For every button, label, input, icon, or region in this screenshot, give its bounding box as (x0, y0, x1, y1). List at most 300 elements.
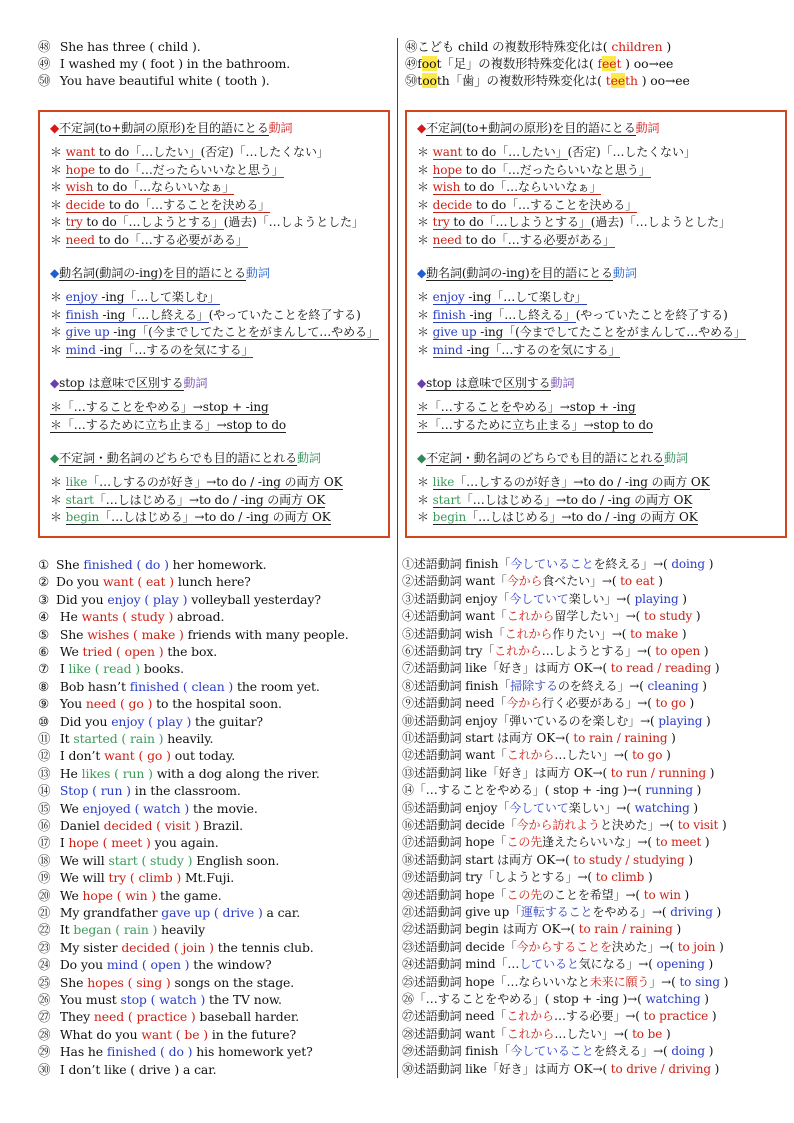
answer-lead: 述語動詞 want「 (413, 609, 507, 624)
rule-extra: (否定)「…したくない」 (567, 145, 696, 159)
infinitive-item (417, 197, 637, 214)
exercise-answer (402, 956, 713, 973)
answer-tail: ) (644, 870, 653, 885)
exercise-answer (402, 1026, 671, 1043)
answer-hint: 今から (506, 574, 543, 589)
answer-value: children (611, 39, 663, 54)
box-heading (417, 375, 574, 392)
blank-word: drive (138, 1061, 171, 1077)
both-item (50, 509, 331, 526)
blank-open: ( (124, 1009, 137, 1025)
rule-extra: (否定)「…したくない」 (200, 145, 329, 159)
plural-question (38, 72, 270, 89)
verb: enjoy (432, 290, 465, 304)
infinitive-item (50, 197, 270, 214)
rule-text (66, 215, 224, 230)
exercise-answer (402, 695, 694, 712)
answer-lead: 述語動詞 want「 (413, 1026, 507, 1041)
blank-open: ( (112, 887, 126, 903)
question-verb: want (141, 1026, 172, 1042)
exercise-answer (402, 643, 708, 660)
answer-lead: 述語動詞 finish「 (413, 678, 511, 693)
rule-text (66, 145, 201, 160)
verb: need (432, 232, 462, 247)
answer-tail: ) (689, 800, 699, 815)
heading-verb: 動詞 (297, 451, 321, 465)
answer-lead: 述語動詞 like「好き」は両方 OK→( (413, 1061, 611, 1076)
question-number: ㉕ (38, 974, 51, 990)
question-verb: mind (106, 957, 139, 973)
rule: -ing「(今までしてたことをがまんして…やめる」 (109, 325, 379, 339)
blank-open: ( (129, 626, 142, 642)
blank-word: practice (136, 1009, 188, 1025)
answer-mid: を終える」→( (593, 557, 672, 571)
rule: to do「…しようとする」 (82, 215, 224, 229)
rule-extra: (過去)「…しようとした」 (590, 215, 731, 229)
exercise-question (38, 921, 205, 938)
question-post: books. (140, 661, 184, 677)
rule-text (433, 290, 587, 305)
answer-hint: これから (506, 609, 555, 624)
answer-tail: ) (701, 835, 710, 850)
question-post: to the hospital soon. (152, 696, 282, 712)
blank-close: ) (172, 870, 182, 886)
question-number: ⑱ (38, 852, 51, 868)
exercise-question (38, 974, 294, 991)
question-number: ㉚ (38, 1061, 51, 1077)
exercise-answer (402, 573, 663, 590)
answer-tail: ) (712, 905, 722, 919)
verb: try (65, 215, 83, 229)
blank-word: play (156, 713, 183, 729)
blank-close: ) (147, 887, 157, 903)
question-verb: want (103, 574, 134, 590)
rule-text (66, 308, 209, 323)
verb: wish (432, 180, 461, 194)
question-post: the window? (189, 957, 272, 973)
question-pre: He (56, 609, 82, 625)
exercise-question (38, 765, 320, 782)
answer-value: th (625, 73, 638, 88)
answer-number: ㉗ (402, 1009, 414, 1024)
bullet: ＊ (417, 290, 433, 304)
bullet: ＊ (417, 492, 433, 507)
rule-text (433, 180, 602, 195)
rule: to do「…したい」 (462, 145, 568, 159)
question-pre: We (56, 644, 83, 659)
question-pre: Did you (56, 591, 108, 607)
blank-word: read (103, 661, 132, 677)
exercise-question (38, 1026, 296, 1043)
verb: hope (432, 162, 462, 177)
answer-text: こども child の複数形特殊変化は( (417, 39, 612, 54)
blank-open: ( (110, 765, 123, 781)
bullet: ＊ (50, 197, 66, 212)
answer-lead: 述語動詞 enjoy「弾いているのを楽しむ」→( (413, 713, 659, 728)
blank-open: ( (116, 696, 129, 712)
question-post: a car. (262, 905, 301, 920)
both-item (417, 474, 710, 491)
blank-close: ) (183, 1044, 193, 1060)
blank-open: ( (179, 678, 192, 694)
question-post: volleyball yesterday? (187, 591, 321, 607)
diamond-icon: ◆ (50, 266, 60, 280)
answer-hint: していると (519, 957, 579, 972)
question-number: ㉖ (38, 992, 51, 1007)
question-number: ㊾ (38, 56, 51, 71)
answer-mid: と決めた」→( (599, 818, 678, 832)
question-text: You have beautiful white ( tooth ). (56, 73, 270, 88)
verb: enjoy (65, 290, 98, 304)
question-verb: need (93, 1009, 125, 1025)
exercise-answer (402, 1061, 719, 1078)
answer-lead: 述語動詞 try「しようとする」→( (413, 870, 596, 885)
bullet: ＊ (50, 325, 66, 339)
exercise-answer (402, 747, 671, 764)
bullet: ＊ (50, 232, 66, 247)
rule: to do「…したい」 (95, 145, 201, 159)
box-heading (50, 450, 321, 467)
question-pre: She (56, 974, 88, 990)
answer-number: ⑤ (402, 626, 414, 641)
question-pre: Do you (56, 574, 104, 590)
blank-close: ) (205, 939, 214, 955)
bullet: ＊ (50, 475, 66, 489)
exercise-question (38, 747, 235, 764)
answer-text: t「足」の複数形特殊変化は( (436, 56, 598, 71)
answer-tail: ) (684, 852, 693, 867)
exercise-answer (402, 1008, 716, 1025)
bullet: ＊ (417, 180, 433, 194)
question-verb: enjoy (107, 591, 141, 607)
question-number: ㉓ (38, 939, 51, 955)
gerund-item (50, 307, 361, 324)
exercise-question (38, 695, 282, 712)
exercise-question (38, 730, 213, 747)
answer-number: ⑯ (402, 818, 414, 832)
rule-text (66, 180, 235, 195)
blank-close: ) (180, 957, 190, 973)
question-number: ㊿ (38, 73, 51, 88)
question-number: ㉔ (38, 957, 51, 973)
question-pre: We will (56, 852, 109, 868)
heading-text: 不定詞(to+動詞の原形)を目的語にとる (426, 121, 636, 135)
question-verb: wants (81, 609, 119, 625)
verb: begin (432, 510, 467, 524)
verb: wish (65, 180, 94, 194)
exercise-question (38, 556, 267, 573)
blank-word: win (125, 887, 148, 903)
blank-open: ( (90, 661, 104, 677)
exercise-question (38, 660, 184, 677)
answer-value: to meet (655, 835, 702, 850)
blank-close: ) (144, 765, 153, 781)
answer-number: ⑱ (402, 852, 414, 867)
answer-number: ⑪ (402, 731, 414, 745)
question-number: ⑲ (38, 870, 51, 886)
answer-hint: これから (506, 1009, 554, 1024)
gerund-item (417, 307, 728, 324)
question-post: English soon. (192, 852, 280, 868)
answer-hint: 未来に願う (589, 974, 650, 989)
answer-tail: ) (692, 783, 702, 798)
blank-close: ) (142, 835, 151, 851)
question-pre: It (56, 731, 74, 746)
blank-open: ( (118, 609, 131, 625)
question-post: out today. (170, 748, 236, 764)
question-verb: gave up (161, 905, 211, 920)
blank-open: ( (117, 731, 130, 746)
diamond-icon: ◆ (417, 451, 427, 465)
bullet: ＊ (50, 307, 66, 322)
question-number: ② (38, 574, 50, 590)
blank-word: watch (159, 992, 197, 1007)
rule-text (66, 233, 248, 248)
answer-lead: 述語動詞 hope「 (413, 835, 507, 850)
exercise-answer (402, 678, 707, 695)
question-pre: We (56, 887, 83, 903)
answer-hint: 運転すること (521, 905, 593, 919)
question-number: ㉒ (38, 922, 51, 938)
diamond-icon: ◆ (417, 266, 427, 280)
blank-open: ( (133, 574, 146, 590)
question-verb: likes (81, 765, 111, 781)
rule-text (433, 215, 591, 230)
question-number: ⑮ (38, 800, 51, 816)
blank-open: ( (210, 905, 223, 920)
answer-value: to go (655, 696, 686, 711)
verb: want (432, 145, 463, 159)
answer-tail: ) (705, 1044, 714, 1059)
answer-number: ⑧ (402, 678, 414, 693)
answer-tail: ) (718, 818, 727, 832)
answer-value: cleaning (647, 678, 699, 693)
answer-value: to rain / raining (573, 731, 668, 745)
answer-lead: 述語動詞 hope「…ならいいなと (413, 974, 590, 989)
plural-answer (405, 55, 673, 72)
blank-open: ( (88, 783, 101, 799)
question-verb: finished (106, 1044, 157, 1060)
answer-mid: 決めた」→( (611, 939, 678, 954)
bullet: ＊ (50, 145, 66, 159)
blank-word: do (168, 1044, 184, 1060)
answer-mid: のを終える」→( (557, 678, 648, 693)
rule: to do「…ならいいなぁ」 (460, 180, 602, 194)
answer-tail: ) (662, 39, 672, 54)
rule: to do「…する必要がある」 (461, 232, 615, 247)
gerund-item (417, 342, 620, 359)
both-item (417, 492, 692, 509)
rule: 「…しするのが好き」→to do / -ing の両方 OK (87, 475, 343, 489)
question-text: She has three ( child ). (56, 39, 201, 54)
answer-number: ⑩ (402, 713, 414, 728)
question-pre: You must (56, 992, 121, 1007)
exercise-answer (402, 921, 681, 938)
answer-tail: ) (685, 696, 695, 711)
rule: to do「…することを決める」 (105, 197, 271, 212)
answer-tail: ) (672, 922, 682, 937)
answer-value: to sing (679, 974, 721, 989)
both-item (50, 474, 343, 491)
answer-number: ㉑ (402, 905, 414, 919)
exercise-question (38, 852, 279, 869)
rule: -ing「…して楽しむ」 (97, 290, 220, 304)
question-number: ③ (38, 591, 50, 607)
answer-tail: ) (654, 574, 663, 589)
rule-text (66, 325, 379, 340)
answer-value: playing (634, 591, 679, 606)
gerund-item (417, 289, 587, 306)
answer-hint: 今していること (510, 1044, 594, 1059)
question-post: with a dog along the river. (152, 765, 320, 781)
answer-value: f (597, 56, 602, 71)
answer-lead: 述語動詞 start は両方 OK→( (413, 731, 574, 745)
question-post: her homework. (168, 557, 267, 572)
question-number: ⑦ (38, 661, 50, 677)
answer-number: ㉖ (402, 992, 414, 1006)
blank-word: study (150, 852, 184, 868)
blank-open: ( (137, 852, 151, 868)
answer-lead: 「…することをやめる」( stop + -ing )→( (413, 992, 646, 1006)
rule: to do「…することを決める」 (472, 197, 638, 212)
answer-number: ㉒ (402, 922, 414, 937)
question-verb: want (104, 748, 135, 764)
exercise-question (38, 887, 222, 904)
exercise-question (38, 904, 300, 921)
answer-mid: のことを希望」→( (542, 887, 644, 902)
gerund-item (50, 324, 379, 341)
rule-extra: (過去)「…しようとした」 (223, 215, 364, 229)
blank-close: ) (131, 661, 141, 677)
blank-open: ( (123, 974, 137, 990)
exercise-answer (402, 556, 713, 573)
question-pre: Do you (56, 957, 107, 973)
question-pre: He (56, 765, 82, 781)
rule-text (433, 510, 698, 525)
question-verb: wishes (87, 626, 130, 642)
answer-value: watching (645, 992, 701, 1006)
blank-word: sing (136, 974, 163, 990)
question-post: in the classroom. (130, 783, 241, 799)
both-item (417, 509, 698, 526)
question-pre: I (56, 835, 69, 851)
rule-extra: (やっていたことを終了する) (575, 307, 728, 322)
answer-value: to drive / driving (610, 1061, 711, 1076)
question-verb: hopes (87, 974, 124, 990)
rule-text (433, 145, 568, 160)
blank-close: ) (190, 818, 200, 833)
blank-close: ) (187, 1009, 196, 1025)
bullet: ＊ (417, 325, 433, 339)
question-post: Mt.Fuji. (181, 870, 235, 886)
rule-text (433, 475, 710, 490)
verb: give up (432, 325, 477, 339)
exercise-answer (402, 730, 676, 747)
blank-word: play (152, 591, 179, 607)
bullet: ＊ (417, 215, 433, 229)
box-heading (50, 375, 207, 392)
answer-lead: 述語動詞 hope「 (413, 887, 507, 902)
answer-lead: 述語動詞 want「 (413, 748, 507, 763)
center-divider (397, 38, 398, 1078)
verb: mind (432, 342, 463, 357)
answer-mid: 」→( (649, 974, 680, 989)
question-post: ) a car. (170, 1061, 217, 1077)
question-pre: It (56, 922, 74, 938)
bullet: ＊ (417, 342, 433, 357)
question-number: ⑤ (38, 626, 50, 642)
exercise-answer (402, 713, 711, 730)
answer-hint: 掃除する (510, 678, 558, 693)
exercise-question (38, 991, 282, 1008)
answer-value: to rain / raining (578, 922, 673, 937)
box-heading (50, 120, 292, 137)
bullet: ＊ (417, 307, 433, 322)
highlight: oo (422, 73, 437, 88)
answer-number: ⑫ (402, 748, 414, 763)
answer-hint: 今から (506, 696, 543, 711)
plural-question (38, 55, 290, 72)
infinitive-item (417, 232, 615, 249)
box-heading (50, 265, 270, 282)
answer-lead: 述語動詞 enjoy「 (413, 591, 510, 606)
exercise-question (38, 939, 314, 956)
answer-number: ⑲ (402, 870, 414, 885)
answer-mid: 気になる」→( (578, 957, 657, 972)
question-verb: started (73, 731, 118, 746)
answer-lead: 述語動詞 need「 (413, 696, 507, 711)
rule: ＊「…するために立ち止まる」→stop to do (50, 417, 287, 432)
verb: finish (432, 307, 466, 322)
blank-word: open (124, 644, 155, 659)
diamond-icon: ◆ (417, 121, 427, 135)
highlight: oo (421, 56, 437, 71)
question-verb: finished (83, 557, 133, 572)
diamond-icon: ◆ (50, 451, 60, 465)
verb: begin (65, 510, 100, 524)
bullet: ＊ (50, 290, 66, 304)
gerund-item (417, 324, 746, 341)
question-number: ⑧ (38, 678, 50, 694)
answer-tail: ) oo→ee (621, 56, 674, 71)
blank-word: study (130, 609, 165, 625)
rule: 「…しはじめる」→to do / -ing の両方 OK (466, 510, 698, 524)
answer-value: to climb (595, 870, 645, 885)
exercise-answer (402, 800, 698, 817)
answer-value: to be (632, 1026, 663, 1041)
answer-tail: ) (667, 731, 676, 745)
question-post: the TV now. (205, 992, 282, 1007)
rule: -ing「…し終える」 (465, 307, 576, 322)
answer-number: ㉓ (402, 939, 414, 954)
infinitive-item (417, 162, 651, 179)
infinitive-item (417, 214, 731, 231)
answer-hint: 今していて (509, 591, 569, 606)
exercise-answer (402, 887, 689, 904)
question-number: ⑭ (38, 783, 51, 799)
question-verb: finished (129, 678, 180, 694)
verb: mind (65, 342, 96, 357)
heading-verb: 動詞 (664, 451, 688, 465)
question-pre: She (56, 626, 88, 642)
grammar-box-left (38, 110, 390, 538)
answer-value: t (605, 73, 611, 88)
heading-text: 不定詞・動名詞のどちらでも目的語にとれる (426, 451, 665, 465)
answer-tail: ) (706, 765, 715, 780)
answer-mid: 作りたい」→( (552, 626, 631, 641)
heading-text: stop は意味で区別する (59, 376, 184, 390)
blank-word: rain (123, 922, 149, 938)
